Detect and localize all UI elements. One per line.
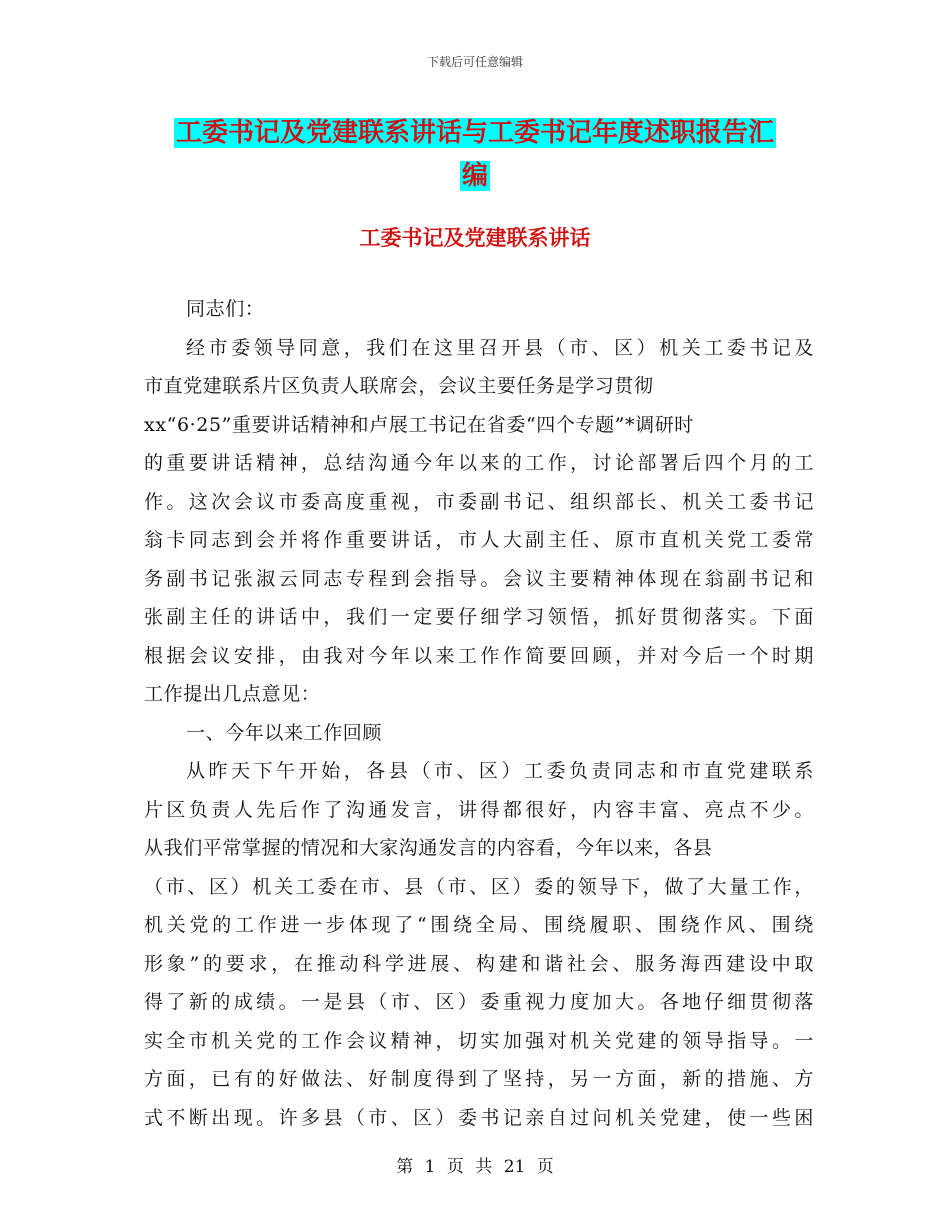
body-line: （市、区）机关工委在市、县（市、区）委的领导下，做了大量工作，: [144, 875, 814, 898]
header-note: 下载后可任意编辑: [426, 55, 523, 69]
body-line: 片区负责人先后作了沟通发言，讲得都很好，内容丰富、亮点不少。: [144, 798, 814, 821]
body-line: xx“6·25”重要讲话精神和卢展工书记在省委“四个专题”*调研时: [144, 413, 694, 436]
body-line: 从昨天下午开始，各县（市、区）工委负责同志和市直党建联系: [186, 760, 814, 782]
body-line: 得了新的成绩。一是县（市、区）委重视力度加大。各地仔细贯彻落: [144, 991, 814, 1013]
body-line: 的重要讲话精神，总结沟通今年以来的工作，讨论部署后四个月的工: [144, 452, 814, 474]
body-line: 经市委领导同意，我们在这里召开县（市、区）机关工委书记及: [186, 336, 814, 359]
document-title: [140, 112, 810, 198]
body-line: 式不断出现。许多县（市、区）委书记亲自过问机关党建，使一些困: [144, 1106, 814, 1129]
body-line: 张副主任的讲话中，我们一定要仔细学习领悟，抓好贯彻落实。下面: [144, 606, 814, 628]
body-line: 根据会议安排，由我对今年以来工作作简要回顾，并对今后一个时期: [144, 644, 814, 667]
body-line: 实全市机关党的工作会议精神，切实加强对机关党建的领导指导。一: [144, 1029, 814, 1052]
body-line: 翁卡同志到会并将作重要讲话，市人大副主任、原市直机关党工委常: [144, 529, 814, 551]
body-line: 方面，已有的好做法、好制度得到了坚持，另一方面，新的措施、方: [144, 1068, 814, 1090]
body-line: 一、今年以来工作回顾: [186, 721, 383, 744]
document-title-line-1: 工委书记及党建联系讲话与工委书记年度述职报告汇: [175, 118, 774, 148]
section-title: 工委书记及党建联系讲话: [359, 226, 591, 250]
body-line: 从我们平常掌握的情况和大家沟通发言的内容看，今年以来，各县: [144, 837, 713, 859]
body-line: 同志们：: [186, 298, 265, 320]
body-line: 市直党建联系片区负责人联席会，会议主要任务是学习贯彻: [144, 375, 654, 397]
body-line: 工作提出几点意见：: [144, 683, 321, 705]
body-text: [144, 290, 814, 1137]
page-footer: 第 1 页 共 21 页: [396, 1157, 554, 1177]
body-line: 形象”的要求，在推动科学进展、构建和谐社会、服务海西建设中取: [144, 952, 814, 975]
body-line: 机关党的工作进一步体现了“围绕全局、围绕履职、围绕作风、围绕: [144, 914, 814, 936]
body-line: 作。这次会议市委高度重视，市委副书记、组织部长、机关工委书记: [144, 490, 814, 513]
body-line: 务副书记张淑云同志专程到会指导。会议主要精神体现在翁副书记和: [144, 567, 814, 590]
document-title-line-2: 编: [461, 161, 488, 191]
